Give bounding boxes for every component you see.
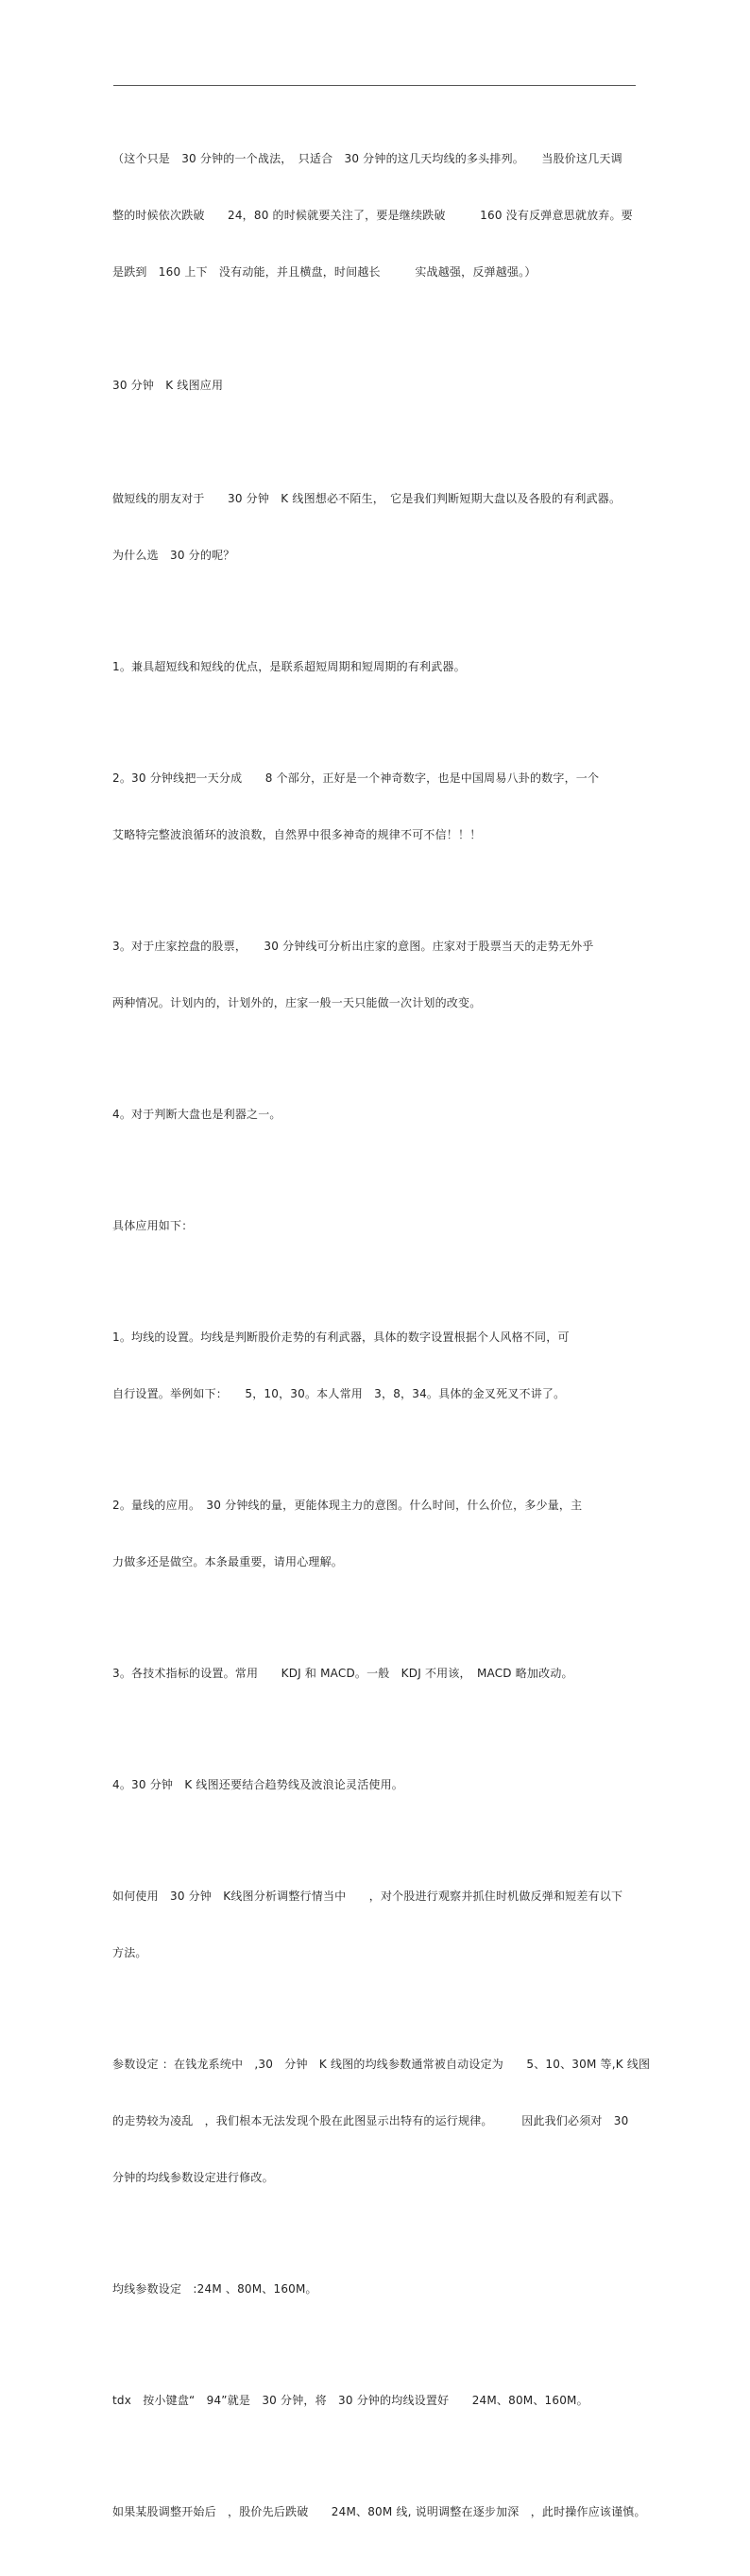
text-line: 均线参数设定 :24M 、80M、160M。 [112,2282,317,2296]
text-line: 2。量线的应用。 30 分钟线的量，更能体现主力的意图。什么时间，什么价位，多少量，主 [112,1499,583,1512]
text-line: 3。对于庄家控盘的股票， 30 分钟线可分析出庄家的意图。庄家对于股票当天的走势无外乎 [112,940,594,953]
text-line: 为什么选 30 分的呢？ [112,549,235,562]
text-line: 2。30 分钟线把一天分成 8 个部分，正好是一个神奇数字，也是中国周易八卦的数字，一个 [112,771,600,785]
paragraph-intro [112,111,641,319]
paragraph-point-2 [112,731,641,882]
text-line: 3。各技术指标的设置。常用 KDJ 和 MACD。一般 KDJ 不用该， MACD 略加改动。 [112,1667,573,1680]
text-line: 做短线的朋友对于 30 分钟 K 线图想必不陌生， 它是我们判断短期大盘以及各股的有利武器。 [112,492,622,505]
text-line: 如何使用 30 分钟 K线图分析调整行情当中 ，对个股进行观察并抓住时机做反弹和短差有以下 [112,1890,623,1903]
text-line: 方法。 [112,1946,147,1959]
paragraph-usage-2 [112,1458,641,1609]
text-line: 4。30 分钟 K 线图还要结合趋势线及波浪论灵活使用。 [112,1778,404,1791]
text-line: 参数设定 ：在钱龙系统中 ,30 分钟 K 线图的均线参数通常被自动设定为 5、10、30M 等,K 线图 [112,2058,651,2071]
text-line: 1。均线的设置。均线是判断股价走势的有利武器，具体的数字设置根据个人风格不同，可 [112,1330,570,1344]
text-line: 如果某股调整开始后 ，股价先后跌破 24M、80M 线, 说明调整在逐步加深 ，此时操作应该谨慎。 [112,2505,646,2518]
document-body [112,111,651,2576]
text-line: 具体应用如下： [112,1219,194,1232]
text-line: 艾略特完整波浪循环的波浪数，自然界中很多神奇的规律不可不信！！！ [112,828,482,841]
paragraph-usage-1 [112,1290,641,1441]
text-line: 整的时候依次跌破 24，80 的时候就要关注了，要是继续跌破 160 没有反弹意思就放弃。要 [112,209,633,222]
text-line: 是跌到 160 上下 没有动能，并且横盘，时间越长 实战越强，反弹越强。） [112,265,537,279]
paragraph-usage-heading [112,1178,641,1273]
paragraph-tdx [112,2353,641,2448]
paragraph-why-30min [112,451,641,602]
text-line: tdx 按小键盘“ 94”就是 30 分钟，将 30 分钟的均线设置好 24M、80M、160M。 [112,2394,588,2407]
paragraph-method-intro [112,1849,641,2000]
paragraph-ma-values [112,2242,641,2336]
paragraph-adjustment [112,2465,646,2559]
text-line: 力做多还是做空。本条最重要，请用心理解。 [112,1555,344,1568]
header-rule [113,85,636,86]
paragraph-point-4 [112,1067,641,1161]
heading-text: 30 分钟 K 线图应用 [112,379,224,392]
text-line: 两种情况。计划内的，计划外的，庄家一般一天只能做一次计划的改变。 [112,996,482,1009]
paragraph-usage-4 [112,1737,641,1832]
text-line: 的走势较为凌乱 ，我们根本无法发现个股在此图显示出特有的运行规律。 因此我们必须对 30 [112,2114,629,2127]
paragraph-point-3 [112,899,641,1050]
paragraph-parameter-setting [112,2017,651,2225]
section-heading [112,338,641,432]
text-line: 4。对于判断大盘也是利器之一。 [112,1108,281,1121]
paragraph-usage-3 [112,1626,641,1720]
paragraph-point-1 [112,619,641,714]
text-line: 分钟的均线参数设定进行修改。 [112,2171,274,2184]
text-line: （这个只是 30 分钟的一个战法， 只适合 30 分钟的这几天均线的多头排列。 当股价这几天调 [112,152,622,165]
text-line: 自行设置。举例如下： 5，10，30。本人常用 3，8，34。具体的金叉死叉不讲了。 [112,1387,566,1400]
text-line: 1。兼具超短线和短线的优点，是联系超短周期和短周期的有利武器。 [112,660,466,673]
